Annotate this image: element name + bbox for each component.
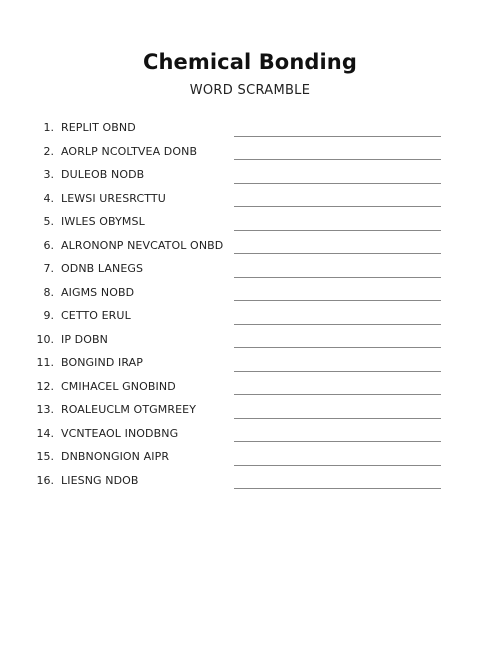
item-number: 13. (36, 403, 54, 416)
worksheet-subtitle: WORD SCRAMBLE (189, 83, 311, 98)
scrambled-word: BONGIND IRAP (61, 356, 144, 369)
scrambled-word: ROALEUCLM OTGMREEY (61, 403, 197, 416)
scrambled-word: DNBNONGION AIPR (61, 450, 170, 463)
scramble-item (0, 305, 500, 329)
scrambled-word: VCNTEAOL INODBNG (61, 426, 179, 440)
scramble-item (0, 470, 500, 494)
scrambled-word: ODNB LANEGS (61, 262, 144, 275)
scramble-item (0, 117, 500, 141)
scramble-item (0, 376, 500, 400)
scrambled-word: DULEOB NODB (61, 168, 145, 181)
item-number: 5. (43, 215, 54, 228)
item-number: 12. (36, 379, 54, 393)
scramble-item (0, 141, 500, 165)
answer-line[interactable] (234, 159, 441, 160)
scrambled-word: LIESNG NDOB (61, 473, 139, 487)
scramble-item (0, 399, 500, 423)
scramble-item (0, 446, 500, 470)
answer-line[interactable] (234, 277, 441, 278)
scrambled-word: AIGMS NOBD (61, 285, 135, 299)
item-number: 8. (43, 285, 54, 299)
scrambled-word: IP DOBN (61, 332, 108, 346)
scrambled-word: ALRONONP NEVCATOL ONBD (61, 238, 224, 252)
answer-line[interactable] (234, 347, 441, 348)
scrambled-word: IWLES OBYMSL (61, 215, 145, 228)
answer-line[interactable] (234, 324, 441, 325)
answer-line[interactable] (234, 183, 441, 184)
answer-line[interactable] (234, 253, 441, 254)
item-number: 4. (43, 191, 54, 205)
item-number: 11. (36, 356, 54, 369)
item-number: 10. (36, 332, 54, 346)
answer-line[interactable] (234, 488, 441, 489)
answer-line[interactable] (234, 465, 441, 466)
scrambled-word: LEWSI URESRCTTU (61, 191, 166, 205)
scramble-item (0, 258, 500, 282)
item-number: 15. (36, 450, 54, 463)
worksheet-title: Chemical Bonding (142, 50, 357, 74)
answer-line[interactable] (234, 441, 441, 442)
scramble-item (0, 329, 500, 353)
item-number: 16. (36, 473, 54, 487)
item-number: 7. (43, 262, 54, 275)
item-number: 6. (43, 238, 54, 252)
answer-line[interactable] (234, 136, 441, 137)
answer-line[interactable] (234, 371, 441, 372)
scrambled-word: AORLP NCOLTVEA DONB (61, 144, 198, 158)
scramble-item (0, 164, 500, 188)
answer-line[interactable] (234, 206, 441, 207)
scrambled-word: CMIHACEL GNOBIND (61, 379, 176, 393)
scramble-item (0, 423, 500, 447)
scramble-item (0, 211, 500, 235)
item-number: 14. (36, 426, 54, 440)
item-number: 2. (43, 144, 54, 158)
item-number: 3. (43, 168, 54, 181)
answer-line[interactable] (234, 300, 441, 301)
scramble-item (0, 352, 500, 376)
scramble-item (0, 282, 500, 306)
item-number: 1. (43, 121, 54, 134)
scramble-item (0, 235, 500, 259)
answer-line[interactable] (234, 394, 441, 395)
scramble-list (0, 117, 500, 493)
scramble-item (0, 188, 500, 212)
item-number: 9. (43, 309, 54, 322)
answer-line[interactable] (234, 418, 441, 419)
answer-line[interactable] (234, 230, 441, 231)
scrambled-word: CETTO ERUL (61, 309, 131, 322)
scrambled-word: REPLIT OBND (61, 121, 136, 134)
